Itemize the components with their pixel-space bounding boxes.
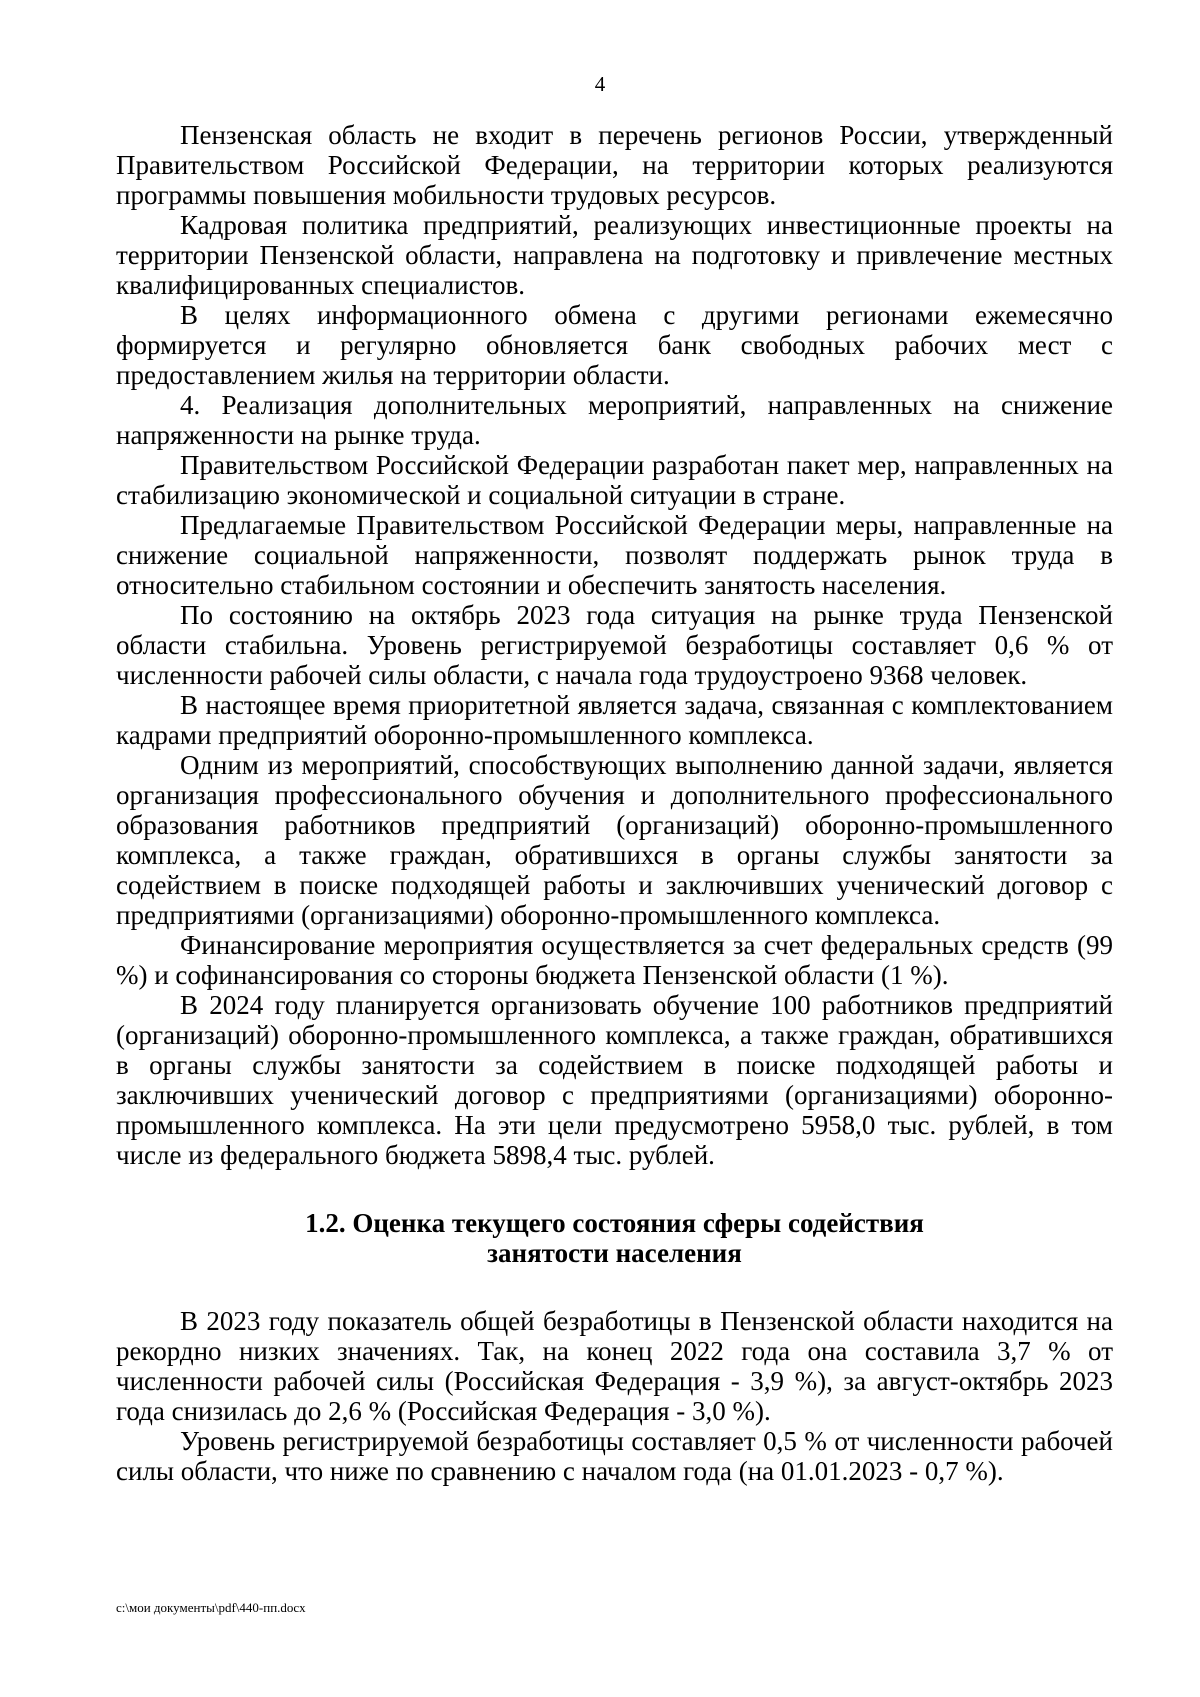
paragraph: Уровень регистрируемой безработицы составляет 0,5 % от численности рабочей силы области, что ниже по сравнению с началом года (на 01.01.2023 - 0,7 %). [116,1426,1113,1486]
document-body [116,120,1113,1486]
paragraph: 4. Реализация дополнительных мероприятий, направленных на снижение напряженности на рынке труда. [116,390,1113,450]
paragraph: В настоящее время приоритетной является задача, связанная с комплектованием кадрами предприятий оборонно-промышленного комплекса. [116,690,1113,750]
paragraph: Кадровая политика предприятий, реализующих инвестиционные проекты на территории Пензенской области, направлена на подготовку и привлечение местных квалифицированных специалистов. [116,210,1113,300]
paragraph: В целях информационного обмена с другими регионами ежемесячно формируется и регулярно обновляется банк свободных рабочих мест с предоставлением жилья на территории области. [116,300,1113,390]
section-heading-line-1: 1.2. Оценка текущего состояния сферы содействия [305,1208,924,1238]
paragraph: Правительством Российской Федерации разработан пакет мер, направленных на стабилизацию экономической и социальной ситуации в стране. [116,450,1113,510]
paragraph: В 2023 году показатель общей безработицы в Пензенской области находится на рекордно низких значениях. Так, на конец 2022 года она составила 3,7 % от численности рабочей силы (Российская Федерация - 3,9 %), за август-октябрь 2023 года снизилась до 2,6 % (Российская Федерация - 3,0 %). [116,1306,1113,1426]
page-number: 4 [594,72,606,96]
paragraph: Пензенская область не входит в перечень регионов России, утвержденный Правительством Российской Федерации, на территории которых реализуются программы повышения мобильности трудовых ресурсов. [116,120,1113,210]
paragraph: Предлагаемые Правительством Российской Федерации меры, направленные на снижение социальной напряженности, позволят поддержать рынок труда в относительно стабильном состоянии и обеспечить занятость населения. [116,510,1113,600]
footer-file-path: c:\мои документы\pdf\440-пп.docx [116,1600,306,1615]
paragraph: Одним из мероприятий, способствующих выполнению данной задачи, является организация профессионального обучения и дополнительного профессионального образования работников предприятий (организаций) оборонно-промышленного комплекса, а также граждан, обратившихся в органы службы занятости за содействием в поиске подходящей работы и заключивших ученический договор с предприятиями (организациями) оборонно-промышленного комплекса. [116,750,1113,930]
paragraph: В 2024 году планируется организовать обучение 100 работников предприятий (организаций) оборонно-промышленного комплекса, а также граждан, обратившихся в органы службы занятости за содействием в поиске подходящей работы и заключивших ученический договор с предприятиями (организациями) оборонно-промышленного комплекса. На эти цели предусмотрено 5958,0 тыс. рублей, в том числе из федерального бюджета 5898,4 тыс. рублей. [116,990,1113,1170]
section-heading [116,1208,1113,1268]
paragraph: Финансирование мероприятия осуществляется за счет федеральных средств (99 %) и софинансирования со стороны бюджета Пензенской области (1 %). [116,930,1113,990]
section-heading-line-2: занятости населения [487,1238,742,1268]
paragraph: По состоянию на октябрь 2023 года ситуация на рынке труда Пензенской области стабильна. Уровень регистрируемой безработицы составляет 0,6 % от численности рабочей силы области, с начала года трудоустроено 9368 человек. [116,600,1113,690]
